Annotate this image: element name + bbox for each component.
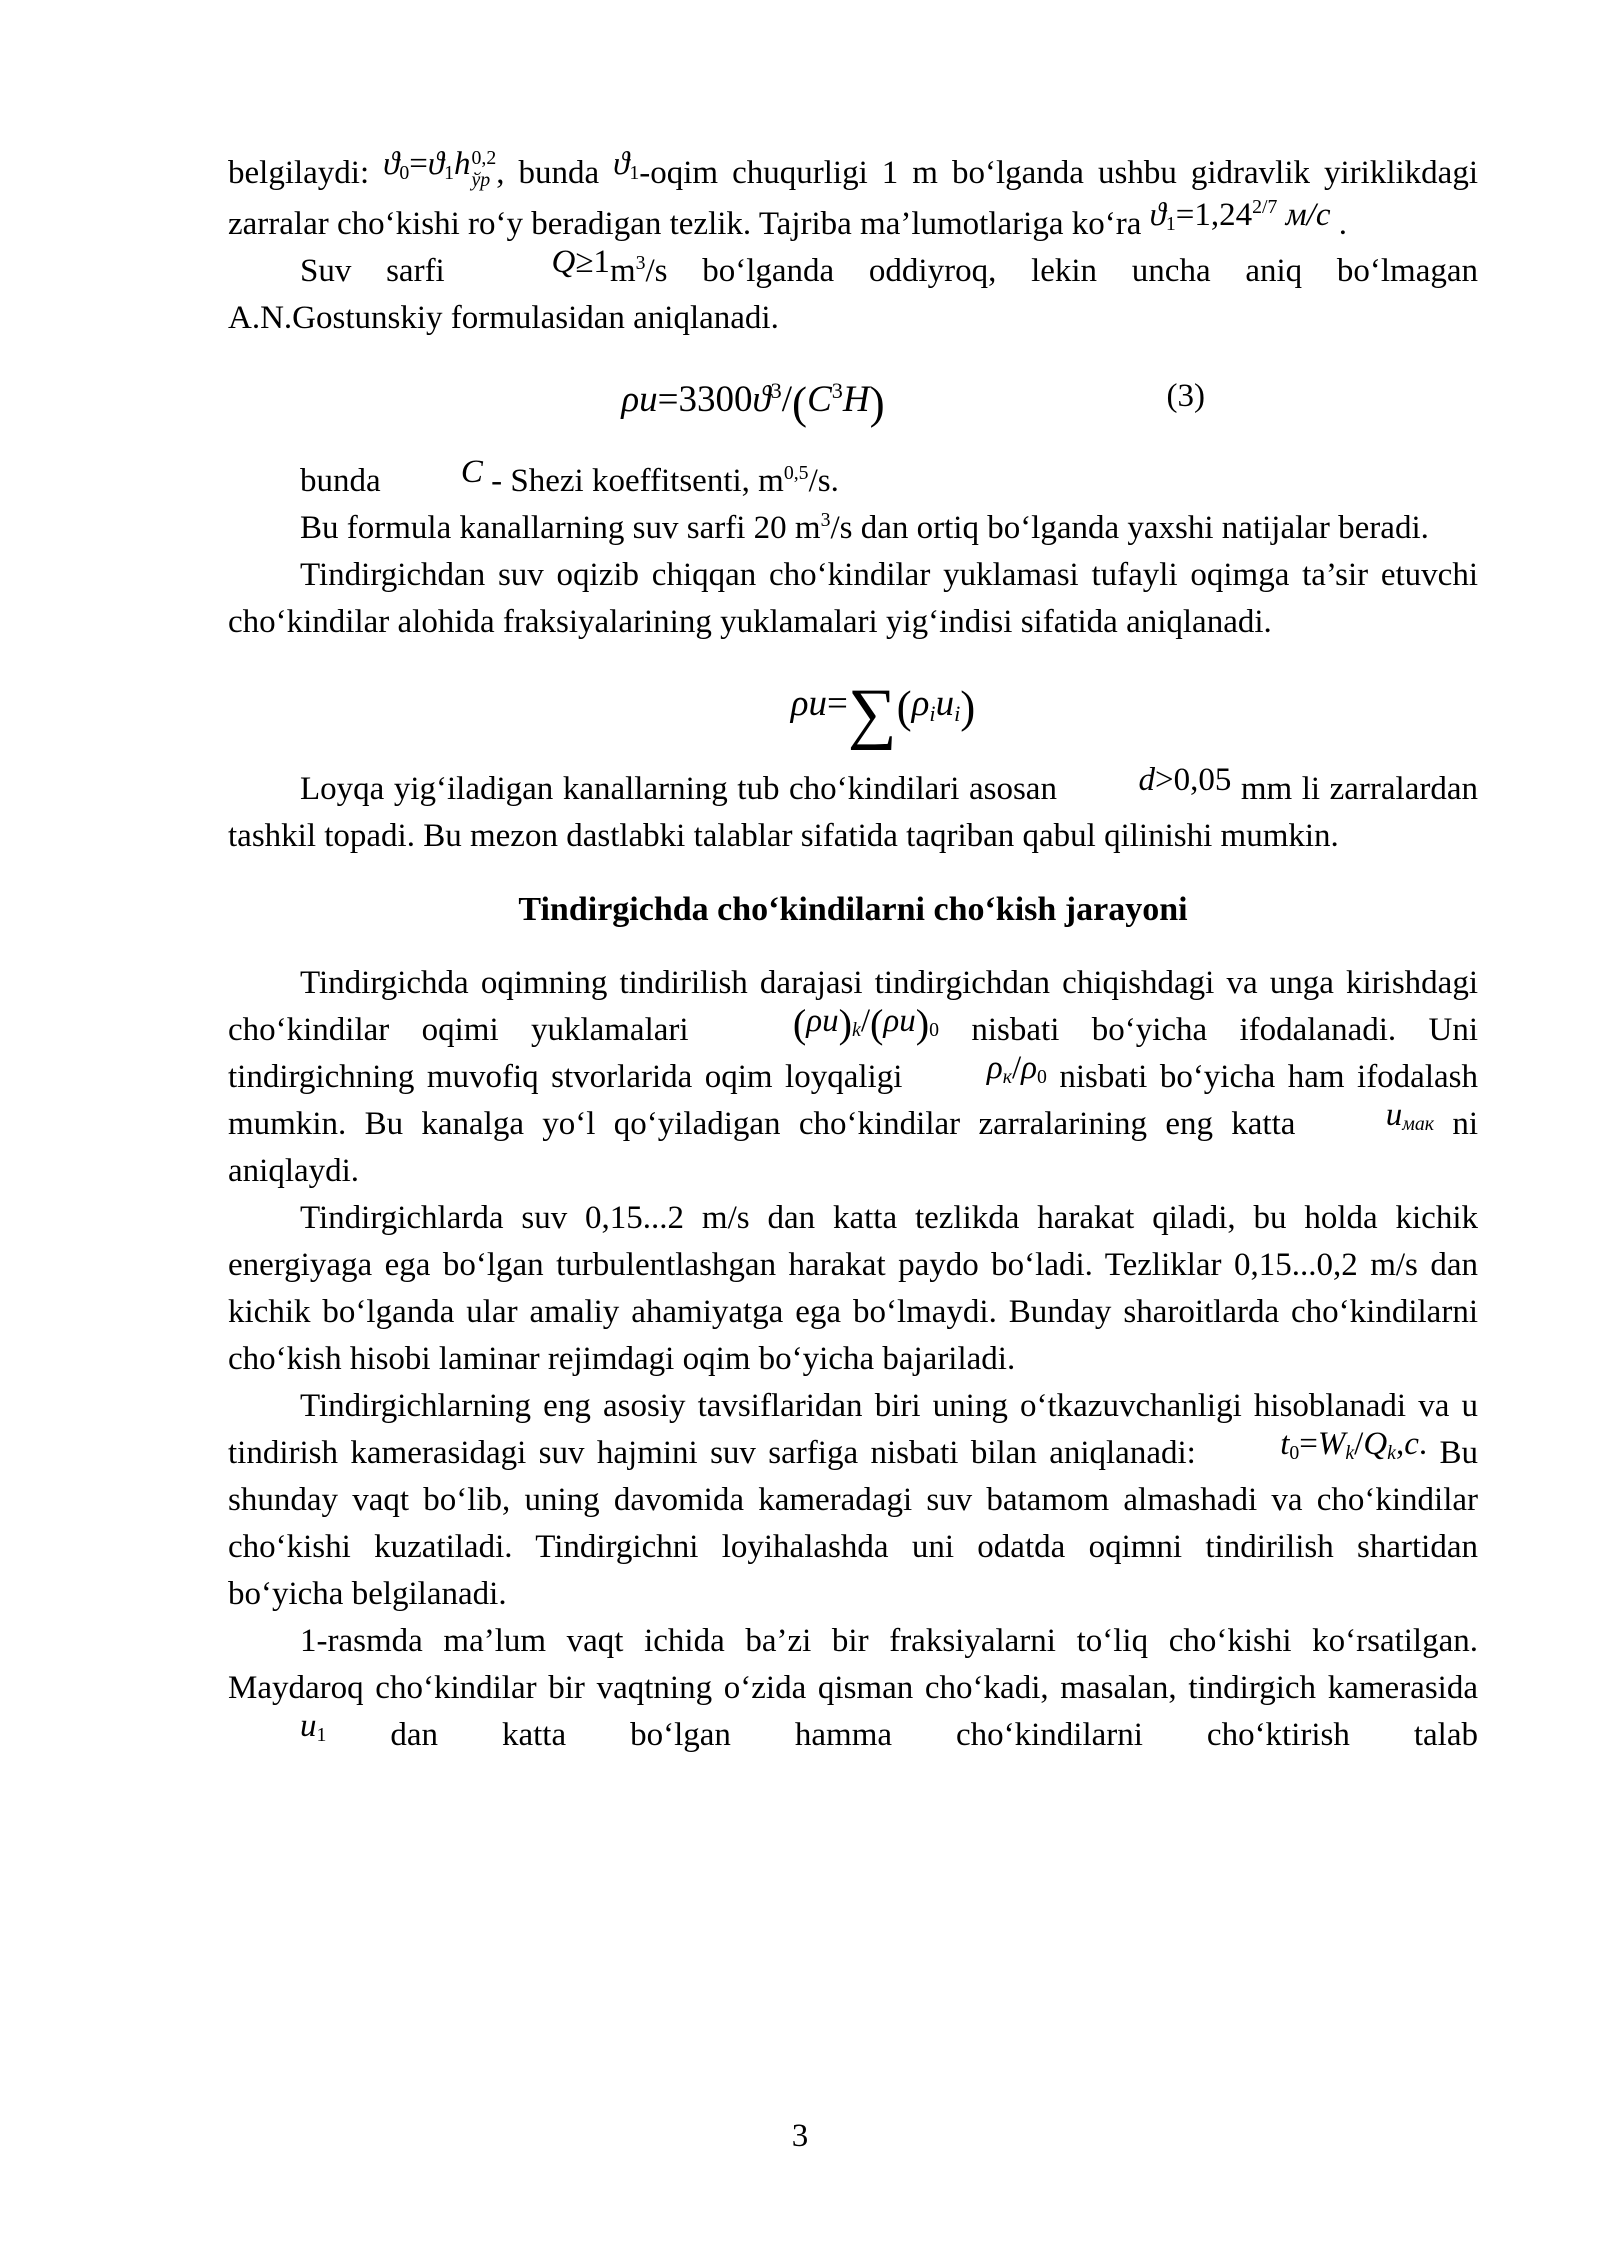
math-token: ϑ (427, 145, 445, 182)
subscript: к (1002, 1066, 1012, 1089)
math-token: / (1354, 1425, 1364, 1462)
math-token: ϑ (383, 145, 400, 182)
section-heading (228, 886, 1478, 934)
math-token: u (300, 1707, 317, 1744)
text-run: Tindirgichdan suv oqizib chiqqan cho‘kindilar yuklamasi tufayli oqimga ta’sir etuvchi cho‘kindilar alohida fraksiyalarining yuklamalari yig‘indisi sifatida aniqlanadi. (228, 557, 1478, 641)
math-token: ( (896, 681, 912, 732)
text-run: Tindirgichda oqimning tindirilish darajasi tindirgichdan chiqishdagi va unga kirishdagi cho‘kindilar oqimi yuklamalari (228, 965, 1478, 1049)
inline-formula (228, 1703, 326, 1750)
inline-formula (915, 1045, 1047, 1092)
math-token: ) (960, 681, 976, 732)
equation-3 (228, 368, 1478, 432)
inline-formula (790, 674, 976, 751)
inline-formula (795, 510, 853, 546)
superscript: 3 (831, 377, 843, 403)
superscript: 0,2 (471, 147, 497, 170)
text-run: Bu formula kanallarning suv sarfi 20 (300, 510, 795, 547)
text-run: 1-rasmda ma’lum vaqt ichida ba’zi bir fraksiyalarni to‘liq cho‘kishi ko‘rsatilgan. Maydaroq cho‘kindilar bir vaqtning o‘zida qisman cho‘kadi, masalan, tindirgich kamerasida (228, 1623, 1478, 1707)
math-token: ∑ (847, 674, 897, 751)
stacked-scripts (471, 148, 496, 192)
math-token: d (1138, 761, 1155, 798)
inline-formula (613, 141, 639, 188)
math-token: C (807, 379, 832, 421)
text-run: Suv sarfi (300, 253, 480, 290)
math-token: / (1011, 1049, 1022, 1086)
text-run: . (1330, 206, 1347, 243)
math-token: ρu (806, 1002, 839, 1039)
math-token: , (1395, 1425, 1405, 1462)
subscript: 1 (1165, 213, 1176, 236)
math-token: H (842, 379, 870, 421)
math-token: W (1317, 1425, 1346, 1462)
math-token: ϑ (613, 145, 630, 182)
inline-formula (721, 998, 939, 1045)
math-token: ϑ (752, 379, 771, 421)
math-token: u (1385, 1096, 1403, 1133)
text-run: belgilaydi: (228, 155, 384, 191)
text-run: Tindirgichlarda suv 0,15...2 m/s dan katta tezlikda harakat qiladi, bu holda kichik energiyaga ega bo‘lgan turbulentlashgan harakat paydo bo‘ladi. Tezliklar 0,15...0,2 m/s dan kichik bo‘lganda ular amaliy ahamiyatga ega bo‘lmaydi. Bunday sharoitlarda cho‘kindilarni cho‘kish hisobi laminar rejimdagi oqim bo‘yicha bajariladi. (228, 1200, 1478, 1378)
subscript: k (1387, 1442, 1396, 1465)
text-run: Loyqa yig‘iladigan kanallarning tub cho‘kindilari asosan (300, 771, 1067, 808)
subscript: 0 (1036, 1066, 1047, 1089)
subscript: 0 (929, 1019, 940, 1042)
paragraph-tindirgichdan (228, 552, 1478, 646)
math-token: /s (830, 510, 853, 547)
math-token: = (826, 683, 848, 725)
inline-formula (479, 239, 609, 286)
text-run: mm li zarralardan tashkil topadi. Bu mezon dastlabki talablar sifatida taqriban qabul qilinishi mumkin. (228, 771, 1478, 855)
math-token: t (1280, 1425, 1290, 1462)
math-token: ) (869, 377, 885, 428)
inline-formula (389, 449, 483, 496)
paragraph-bunda-c (228, 453, 1478, 505)
math-token: = (409, 145, 428, 182)
math-token: ρu (883, 1002, 916, 1039)
inline-formula (621, 377, 885, 428)
equation-number: (3) (1166, 378, 1205, 415)
text-run: Tindirgichda cho‘kindilarni cho‘kish jarayoni (518, 891, 1188, 929)
text-run: - Shezi koeffitsenti, (482, 463, 759, 500)
superscript: 0,5 (783, 462, 809, 485)
text-run: Bu shunday vaqt bo‘lib, uning davomida kameradagi suv batamom almashadi va cho‘kindilar cho‘kishi kuzatiladi. Tindirgichni loyihalashda uni odatda oqimni tindirilish shartidan bo‘yicha belgilanadi. (228, 1435, 1478, 1613)
math-token: Q (551, 243, 576, 280)
math-token: ( (870, 1000, 884, 1046)
equation-sum (228, 672, 1478, 751)
inline-formula (1208, 1421, 1427, 1468)
math-token: ρu (790, 683, 827, 725)
text-run: dan ortiq bo‘lganda yaxshi natijalar beradi. (852, 510, 1429, 547)
math-token: ( (792, 377, 808, 428)
math-token: m (758, 463, 784, 500)
text-run: -oqim chuqurligi 1 m bo‘lganda ushbu gidravlik yiriklikdagi zarralar cho‘kishi ro‘y beradigan tezlik. Tajriba ma’lumotlariga ko‘ra (228, 155, 1478, 243)
math-token: u (935, 683, 955, 725)
math-token: ϑ (1149, 196, 1166, 233)
superscript: 2/7 (1252, 195, 1278, 218)
math-token: >0,05 (1154, 761, 1232, 798)
text-run: Tindirgichlarning eng asosiy tavsiflaridan biri uning o‘tkazuvchanligi hisoblanadi va u tindirish kamerasidagi suv hajmini suv sarfiga nisbati bilan aniqlanadi: (228, 1388, 1478, 1472)
math-token: /s (645, 253, 668, 290)
inline-formula (758, 463, 839, 499)
math-token: ρ (986, 1049, 1003, 1086)
superscript: 3 (635, 252, 646, 275)
superscript: 3 (820, 509, 831, 532)
paragraph-tindirgichlarda-suv (228, 1195, 1478, 1383)
inline-formula (1066, 757, 1231, 804)
inline-formula (1314, 1092, 1434, 1139)
subscript: 0 (1289, 1442, 1300, 1465)
inline-formula (1150, 192, 1331, 239)
subscript: 1 (316, 1724, 327, 1747)
math-token: m (794, 510, 821, 547)
paragraph-bu-formula (228, 505, 1478, 552)
subscript: i (954, 701, 961, 727)
math-token: /s. (808, 463, 839, 500)
subscript: k (1345, 1442, 1355, 1465)
math-token: ) (838, 1000, 853, 1046)
subscript: мак (1402, 1113, 1435, 1136)
text-run: bo‘lganda oddiyroq, lekin uncha aniq bo‘lmagan A.N.Gostunskiy formulasidan aniqlanadi. (228, 253, 1478, 337)
math-token: h (453, 145, 471, 182)
subscript: i (929, 701, 936, 727)
paragraph-tindirgichda-oqimning (228, 960, 1478, 1195)
math-token: m (609, 253, 636, 290)
math-token: =1,24 (1175, 196, 1253, 233)
text-run: dan katta bo‘lgan hamma cho‘kindilarni cho‘ktirish talab (326, 1717, 1478, 1754)
subscript: 0 (399, 162, 410, 185)
paragraph-loyqa (228, 761, 1478, 860)
text-run: , bunda (496, 155, 614, 191)
math-token: C (460, 453, 483, 490)
paragraph-belgilaydi (228, 145, 1478, 248)
math-token: . (1418, 1425, 1428, 1462)
page-number: 3 (791, 2118, 809, 2154)
text-run: nisbati bo‘yicha ham ifodalash mumkin. Bu kanalga yo‘l qo‘yiladigan cho‘kindilar zarralarining eng katta (228, 1059, 1478, 1143)
math-token: ) (915, 1000, 930, 1046)
paragraph-tindirgichlarning (228, 1383, 1478, 1618)
math-token: = (1299, 1425, 1318, 1462)
math-token: ρ (1021, 1049, 1037, 1086)
math-token: / (860, 1002, 870, 1039)
subscript: k (852, 1019, 861, 1042)
math-token: / (781, 379, 793, 421)
math-token: ≥1 (575, 243, 610, 280)
subscript: ўр (471, 169, 491, 192)
inline-formula (610, 253, 668, 289)
math-token: c (1404, 1425, 1419, 1462)
math-token: ( (792, 1000, 807, 1046)
text-run: ni aniqlaydi. (228, 1106, 1478, 1190)
text-run: bunda (300, 463, 389, 500)
math-token: ρu (621, 379, 658, 421)
subscript: 1 (629, 162, 640, 185)
paragraph-suv-sarfi (228, 243, 1478, 342)
subscript: 1 (444, 162, 454, 185)
math-token: ρ (911, 683, 930, 725)
paragraph-1-rasmda (228, 1618, 1478, 1759)
text-run: nisbati bo‘yicha ifodalanadi. Uni tindirgichning muvofiq stvorlarida oqim loyqaligi (228, 1012, 1479, 1096)
math-token: м/с (1277, 196, 1331, 233)
superscript: 3 (770, 377, 782, 403)
inline-formula (383, 141, 496, 192)
math-token: Q (1363, 1425, 1388, 1462)
math-token: =3300 (657, 379, 753, 421)
